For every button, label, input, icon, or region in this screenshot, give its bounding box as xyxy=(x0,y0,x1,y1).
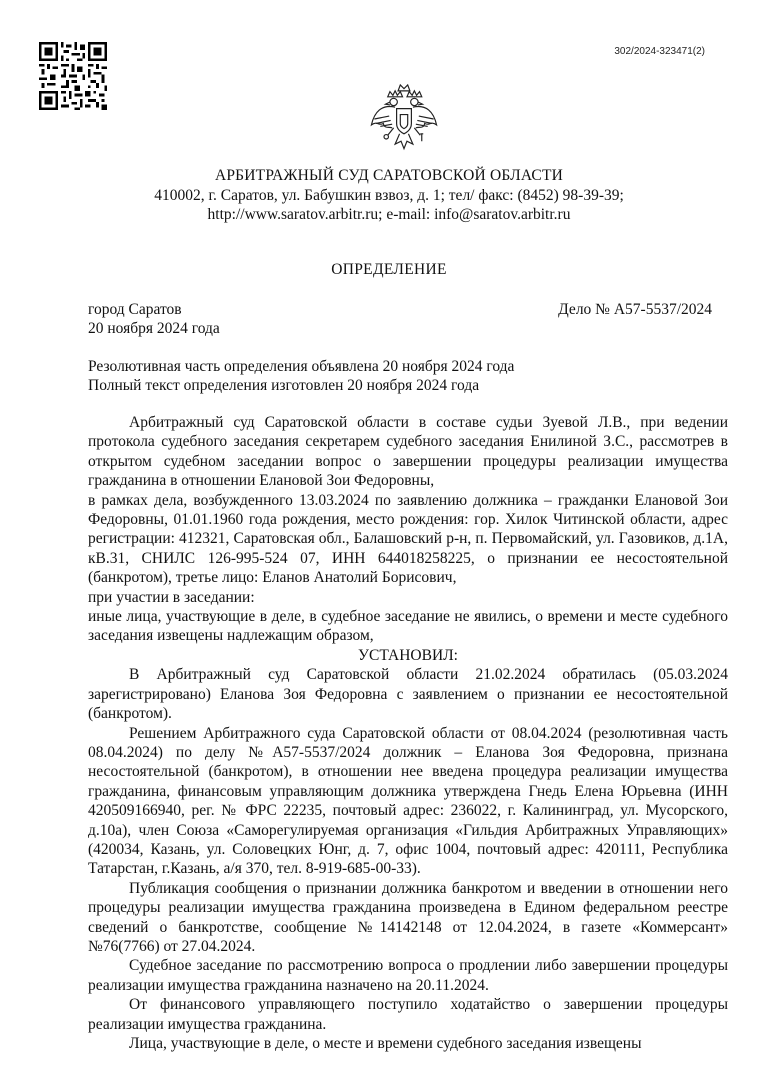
court-name: АРБИТРАЖНЫЙ СУД САРАТОВСКОЙ ОБЛАСТИ xyxy=(214,167,564,184)
paragraph-publication: Публикация сообщения о признании должника банкротом и введении в отношении него процедуры реализации имущества гражданина произведена в Едином федеральном реестре сведений о банкротстве, сообщение №14142148 от 12.04.2024, в газете «Коммерсант» №76(7766) от 27.04.2024. xyxy=(88,879,728,955)
case-number: Дело № А57-5537/2024 xyxy=(558,301,712,318)
document-date: 20 ноября 2024 года xyxy=(88,320,220,337)
paragraph-filing: В Арбитражный суд Саратовской области 21.02.2024 обратилась (05.03.2024 зарегистрировано) Еланова Зоя Федоровна с заявлением о признании ее несостоятельной (банкротом). xyxy=(88,666,728,723)
document-number: 302/2024-323471(2) xyxy=(614,46,705,57)
russian-coat-of-arms-icon xyxy=(367,82,441,156)
paragraph-participants-label: при участии в заседании: xyxy=(88,588,255,606)
full-text-line: Полный текст определения изготовлен 20 ноября 2024 года xyxy=(88,377,480,394)
court-contacts: http://www.saratov.arbitr.ru; e-mail: info@saratov.arbitr.ru xyxy=(207,206,571,223)
paragraph-decision: Решением Арбитражного суда Саратовской области от 08.04.2024 (резолютивная часть 08.04.2024) по делу №А57-5537/2024 должник – Еланова Зоя Федоровна, признана несостоятельной (банкротом), в отношении нее введена процедура реализации имущества гражданина, финансовым управляющим должника утверждена Гнедь Елена Юрьевна (ИНН 420509166940, рег. № ФРС 22235, почтовый адрес: 236022, г. Калининград, ул. Мусорского, д.10а), член Союза «Саморегулируемая организация «Гильдия Арбитражных Управляющих» (420034, Казань, ул. Соловецких Юнг, д. 7, офис 1004, почтовый адрес: 420111, Республика Татарстан, г.Казань, а/я 370, тел. 8-919-685-00-33). xyxy=(88,724,728,878)
paragraph-hearing: Судебное заседание по рассмотрению вопроса о продлении либо завершении процедуры реализации имущества гражданина назначено на 20.11.2024. xyxy=(88,957,728,994)
document-title: ОПРЕДЕЛЕНИЕ xyxy=(331,261,447,278)
court-address: 410002, г. Саратов, ул. Бабушкин взвоз, д. 1; тел/ факс: (8452) 98-39-39; xyxy=(154,187,624,204)
paragraph-court-composition: Арбитражный суд Саратовской области в составе судьи Зуевой Л.В., при ведении протокола судебного заседания секретарем судебного заседания Енилиной З.С., рассмотрев в открытом судебном заседании вопрос о завершении процедуры реализации имущества гражданина в отношении Елановой Зои Федоровны, xyxy=(88,414,728,490)
paragraph-participants: иные лица, участвующие в деле, в судебное заседание не явились, о времени и месте судебного заседания извещены надлежащим образом, xyxy=(88,608,728,645)
qr-code-icon xyxy=(39,42,107,110)
resolution-line: Резолютивная часть определения объявлена 20 ноября 2024 года xyxy=(88,358,515,375)
paragraph-case-details: в рамках дела, возбужденного 13.03.2024 по заявлению должника – гражданки Елановой Зои Федоровны, 01.01.1960 года рождения, место рождения: гор. Хилок Читинской области, адрес регистрации: 412321, Саратовская обл., Балашовский р-н, п. Первомайский, ул. Газовиков, д.1А, кВ.31, СНИЛС 126-995-524 07, ИНН 644018258225, о признании ее несостоятельной (банкротом), третье лицо: Еланов Анатолий Борисович, xyxy=(88,491,728,587)
paragraph-notification: Лица, участвующие в деле, о месте и времени судебного заседания извещены xyxy=(129,1035,642,1052)
city: город Саратов xyxy=(88,301,182,318)
paragraph-petition: От финансового управляющего поступило ходатайство о завершении процедуры реализации имущества гражданина. xyxy=(88,996,728,1033)
section-heading-established: УСТАНОВИЛ: xyxy=(358,646,458,664)
document-body xyxy=(88,413,728,1053)
